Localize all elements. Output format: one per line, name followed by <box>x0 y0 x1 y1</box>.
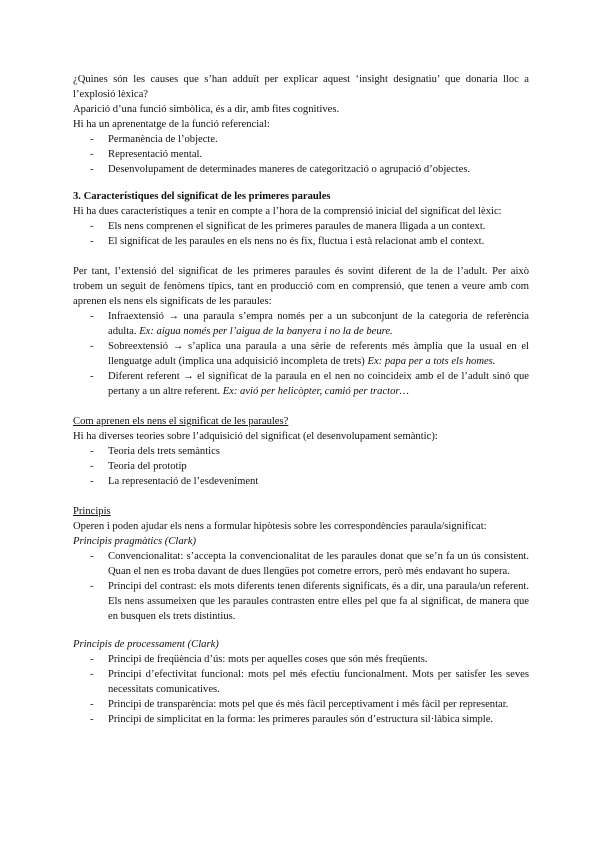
list-item: - Sobreextensió → s’aplica una paraula a una sèrie de referents més àmplia que la usual en el llenguatge adult (implica una adquisició incompleta de trets) Ex: papa per a tots els homes. <box>90 341 529 367</box>
bullet-dash: - <box>90 461 94 472</box>
document-page <box>73 72 529 727</box>
bullet-dash: - <box>90 236 94 247</box>
extension-paragraph: Per tant, l’extensió del significat de les primeres paraules és sovint diferent de la de l’adult. Per això trobem un seguit de fenòmens típics, tant en producció com en comprensió, que tenen a veure amb com aprenen els nens els significats de les paraules: <box>73 266 529 307</box>
processing-principles-heading: Principis de processament (Clark) <box>73 639 219 650</box>
bullet-dash: - <box>90 654 94 665</box>
pragmatic-bullet-list <box>73 549 529 624</box>
bullet-dash: - <box>90 581 94 592</box>
learning-bullet-list <box>73 444 529 489</box>
intro-line-symbolic: Aparició d’una funció simbòlica, és a dir, amb fites cognitives. <box>73 104 340 115</box>
bullet-dash: - <box>90 476 94 487</box>
bullet-dash: - <box>90 446 94 457</box>
bullet-dash: - <box>90 551 94 562</box>
section-3-bullet-list <box>73 219 529 249</box>
bullet-dash: - <box>90 699 94 710</box>
list-item: - Principi del contrast: els mots diferents tenen diferents significats, és a dir, una paraula/un referent. Els nens assumeixen que les paraules contrasten entre elles pel que fa al significat, de manera que en busquen els trets distintius. <box>90 581 529 622</box>
list-item: - El significat de les paraules en els nens no és fix, fluctua i està relacionat amb el context. <box>90 236 485 247</box>
list-item: - Infraextensió → una paraula s’empra només per a un subconjunt de la categoria de referència adulta. Ex: aigua només per l’aigua de la banyera i no la de beure. <box>90 311 529 337</box>
list-item: - Els nens comprenen el significat de les primeres paraules de manera lligada a un context. <box>90 221 486 232</box>
bullet-dash: - <box>90 134 94 145</box>
list-item: - Teoria dels trets semàntics <box>90 446 220 457</box>
list-item: - Diferent referent → el significat de la paraula en el nen no coincideix amb el de l’adult sinó que pertany a un altre referent. Ex: avió per helicòpter, camió per tractor… <box>90 371 529 397</box>
list-item: - Convencionalitat: s’accepta la convencionalitat de les paraules donat que se’n fa un ús consistent. Quan el nen es troba davant de dues llengües pot cometre errors, però més endavant ho supera. <box>90 551 529 577</box>
list-item: - Principi d’efectivitat funcional: mots pel més efectiu funcionalment. Mots per satisfer les seves necessitats comunicatives. <box>90 669 529 695</box>
example-text: Ex: papa per a tots els homes. <box>367 356 496 367</box>
principis-heading: Principis <box>73 506 111 517</box>
list-item: - Principi de freqüència d’ús: mots per aquelles coses que són més freqüents. <box>90 654 428 665</box>
bullet-dash: - <box>90 164 94 175</box>
bullet-dash: - <box>90 341 94 352</box>
section-3-intro: Hi ha dues característiques a tenir en compte a l’hora de la comprensió inicial del significat del lèxic: <box>73 206 502 217</box>
list-item: - Teoria del prototip <box>90 461 187 472</box>
example-text: Ex: avió per helicòpter, camió per tractor… <box>222 386 409 397</box>
learning-heading: Com aprenen els nens el significat de les paraules? <box>73 416 289 427</box>
list-item: - La representació de l’esdeveniment <box>90 476 259 487</box>
section-3-heading: 3. Característiques del significat de les primeres paraules <box>73 191 331 202</box>
bullet-dash: - <box>90 371 94 382</box>
list-item: - Permanència de l’objecte. <box>90 134 218 145</box>
intro-bullet-list <box>73 132 529 177</box>
list-item: - Principi de simplicitat en la forma: les primeres paraules són d’estructura sil·làbica simple. <box>90 714 494 725</box>
example-text: Ex: aigua només per l’aigua de la banyera i no la de beure. <box>139 326 393 337</box>
learning-intro: Hi ha diverses teories sobre l’adquisició del significat (el desenvolupament semàntic): <box>73 431 438 442</box>
list-item: - Principi de transparència: mots pel que és més fàcil perceptivament i més fàcil per representar. <box>90 699 509 710</box>
bullet-dash: - <box>90 311 94 322</box>
list-item: - Representació mental. <box>90 149 203 160</box>
list-item: - Desenvolupament de determinades maneres de categorització o agrupació d’objectes. <box>90 164 471 175</box>
intro-question: ¿Quines són les causes que s’han adduït per explicar aquest ‘insight designatiu’ que donaria lloc a l’explosió lèxica? <box>73 74 529 100</box>
bullet-dash: - <box>90 714 94 725</box>
bullet-dash: - <box>90 669 94 680</box>
processing-bullet-list <box>73 652 529 727</box>
pragmatic-principles-heading: Principis pragmàtics (Clark) <box>73 536 196 547</box>
intro-line-referential: Hi ha un aprenentatge de la funció referencial: <box>73 119 270 130</box>
extension-bullet-list <box>73 309 529 399</box>
principis-intro: Operen i poden ajudar els nens a formular hipòtesis sobre les correspondències paraula/significat: <box>73 521 487 532</box>
bullet-dash: - <box>90 149 94 160</box>
bullet-dash: - <box>90 221 94 232</box>
